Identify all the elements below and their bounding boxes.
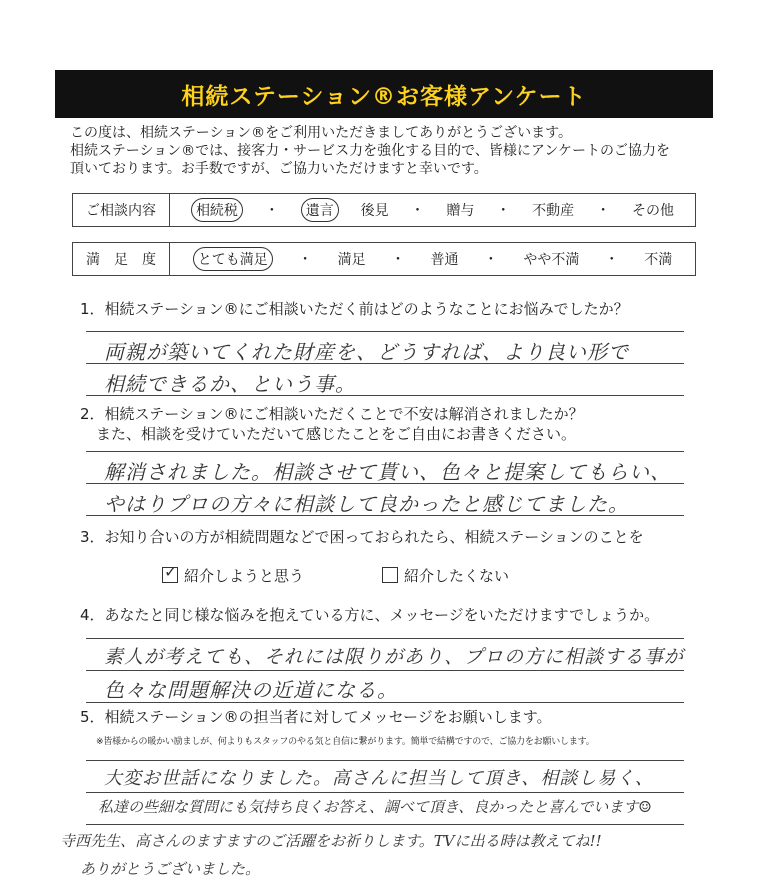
consult-row (72, 193, 696, 227)
answer-line (86, 670, 684, 671)
answer-4-line-2[interactable]: 色々な問題解決の近道になる。 (104, 678, 398, 702)
answer-line (86, 824, 684, 825)
option-recommend-label: 紹介しようと思う (184, 567, 305, 585)
separator-dot: ・ (391, 252, 406, 268)
option-recommend[interactable] (162, 562, 305, 586)
answer-line (86, 760, 684, 761)
intro-line: 頂いております。お手数ですが、ご協力いただけますと幸いです。 (70, 161, 488, 177)
answer-5-line-2[interactable]: 私達の些細な質問にも気持ち良くお答え、調べて頂き、良かったと喜んでいます☺ (98, 798, 652, 816)
separator-dot: ・ (483, 252, 498, 268)
satisfaction-option-normal[interactable]: 普通 (430, 252, 459, 268)
consult-option-other[interactable]: その他 (631, 203, 674, 219)
answer-line (86, 451, 684, 452)
answer-5-line-1[interactable]: 大変お世話になりました。高さんに担当して頂き、相談し易く、 (104, 768, 654, 789)
consult-option-inheritance-tax[interactable]: 相続税 (191, 198, 243, 222)
question-2-line-1: 2．相続ステーション®にご相談いただくことで不安は解消されましたか？ (80, 405, 584, 423)
satisfaction-option-very[interactable]: とても満足 (193, 247, 273, 271)
question-5: 5．相続ステーション®の担当者に対してメッセージをお願いします。 (80, 708, 552, 726)
question-2-line-2: また、相談を受けていただいて感じたことをご自由にお書きください。 (96, 425, 577, 443)
consult-options (170, 198, 695, 222)
checkbox-checked-icon[interactable]: ✓ (164, 562, 178, 581)
separator-dot: ・ (604, 252, 619, 268)
separator-dot: ・ (264, 203, 279, 219)
satisfaction-row (72, 242, 696, 276)
satisfaction-option-satisfied[interactable]: 満足 (337, 252, 366, 268)
checkbox-icon[interactable] (382, 567, 398, 583)
consult-option-will[interactable]: 遺言 (301, 198, 339, 222)
satisfaction-label: 満 足 度 (73, 243, 170, 275)
satisfaction-option-somewhat-dissatisfied[interactable]: やや不満 (523, 252, 580, 268)
question-1: 1．相続ステーション®にご相談いただく前はどのようなことにお悩みでしたか？ (80, 300, 629, 318)
separator-dot: ・ (298, 252, 313, 268)
answer-1-line-2[interactable]: 相続できるか、という事。 (104, 372, 356, 396)
answer-2-line-1[interactable]: 解消されました。相談させて貰い、色々と提案してもらい、 (104, 460, 671, 484)
satisfaction-options (170, 247, 695, 271)
answer-2-line-2[interactable]: やはりプロの方々に相談して良かったと感じてました。 (104, 492, 629, 516)
intro-line: 相続ステーション®では、接客力・サービス力を強化する目的で、皆様にアンケートのご協力を (70, 143, 671, 159)
question-3: 3．お知り合いの方が相続問題などで困っておられたら、相続ステーションのことを (80, 528, 644, 546)
answer-line (86, 638, 684, 639)
answer-5-line-3[interactable]: 寺西先生、高さんのますますのご活躍をお祈りします。TVに出る時は教えてね!! (60, 832, 602, 850)
answer-line (86, 331, 684, 332)
answer-4-line-1[interactable]: 素人が考えても、それには限りがあり、プロの方に相談する事が (104, 646, 685, 668)
consult-option-real-estate[interactable]: 不動産 (532, 203, 575, 219)
survey-title: 相続ステーション®お客様アンケート (55, 70, 713, 118)
consult-option-gift[interactable]: 贈与 (446, 203, 475, 219)
option-not-recommend[interactable] (382, 565, 509, 586)
answer-5-line-4[interactable]: ありがとうございました。 (80, 860, 261, 878)
question-4: 4．あなたと同じ様な悩みを抱えている方に、メッセージをいただけますでしょうか。 (80, 606, 660, 624)
intro-line: この度は、相続ステーション®をご利用いただきましてありがとうございます。 (70, 125, 573, 141)
question-5-note: ※皆様からの暖かい励ましが、何よりもスタッフのやる気と自信に繋がります。簡単で結構ですので、ご協力をお願いします。 (96, 737, 595, 747)
answer-line (86, 792, 684, 793)
satisfaction-option-dissatisfied[interactable]: 不満 (644, 252, 673, 268)
separator-dot: ・ (496, 203, 511, 219)
answer-1-line-1[interactable]: 両親が築いてくれた財産を、どうすれば、より良い形で (104, 340, 629, 364)
separator-dot: ・ (596, 203, 611, 219)
consult-label: ご相談内容 (73, 194, 170, 226)
separator-dot: ・ (410, 203, 425, 219)
consult-option-guardianship[interactable]: 後見 (360, 203, 389, 219)
option-not-recommend-label: 紹介したくない (404, 567, 510, 585)
